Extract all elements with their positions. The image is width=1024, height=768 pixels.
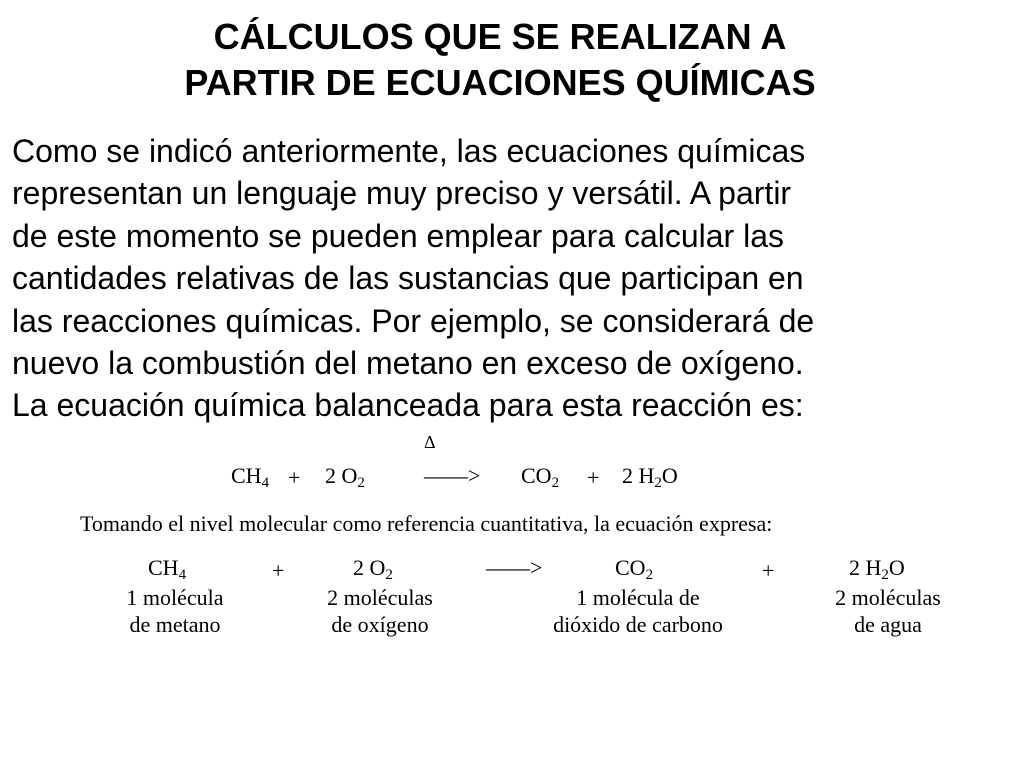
page-title <box>0 14 1000 106</box>
reaction-arrow: ——> <box>424 463 481 488</box>
label-methane: 1 molécula de metano <box>126 585 224 637</box>
plus-sign: + <box>587 465 600 490</box>
intro-line: de este momento se pueden emplear para calcular las <box>12 217 784 254</box>
formula-o2: 2 $O_2$ <box>353 555 393 583</box>
title-line-2: PARTIR DE ECUACIONES QUÍMICAS <box>184 62 816 103</box>
reaction-arrow: ——> <box>486 555 543 580</box>
formula-h2o: 2 $H_2O$ <box>622 463 678 491</box>
formula-ch4: $CH_4$ <box>148 555 187 583</box>
title-line-1: CÁLCULOS QUE SE REALIZAN A <box>213 16 787 57</box>
intro-paragraph <box>12 130 1017 427</box>
plus-sign: + <box>288 465 301 490</box>
intro-line: Como se indicó anteriormente, las ecuaciones químicas <box>12 133 806 169</box>
label-water: 2 moléculas de agua <box>835 585 941 637</box>
formula-co2: $CO_2$ <box>615 555 654 583</box>
formula-ch4: $CH_4$ <box>231 463 270 491</box>
plus-sign: + <box>272 558 285 583</box>
intro-line: representan un lenguaje muy preciso y versátil. A partir <box>12 175 792 212</box>
intro-line: cantidades relativas de las sustancias que participan en <box>12 260 804 297</box>
intro-line: La ecuación química balanceada para esta reacción es: <box>12 387 804 424</box>
heat-symbol: Δ <box>424 432 436 452</box>
label-oxygen: 2 moléculas de oxígeno <box>327 585 433 637</box>
label-co2: 1 molécula de dióxido de carbono <box>553 585 723 637</box>
intro-line: nuevo la combustión del metano en exceso de oxígeno. <box>12 345 804 382</box>
formula-o2: 2 $O_2$ <box>325 463 365 491</box>
formula-co2: $CO_2$ <box>521 463 560 491</box>
formula-h2o: 2 $H_2O$ <box>849 555 905 583</box>
explanation-text: Tomando el nivel molecular como referencia cuantitativa, la ecuación expresa: <box>80 511 773 536</box>
plus-sign: + <box>762 558 775 583</box>
intro-line: las reacciones químicas. Por ejemplo, se considerará de <box>12 302 815 339</box>
